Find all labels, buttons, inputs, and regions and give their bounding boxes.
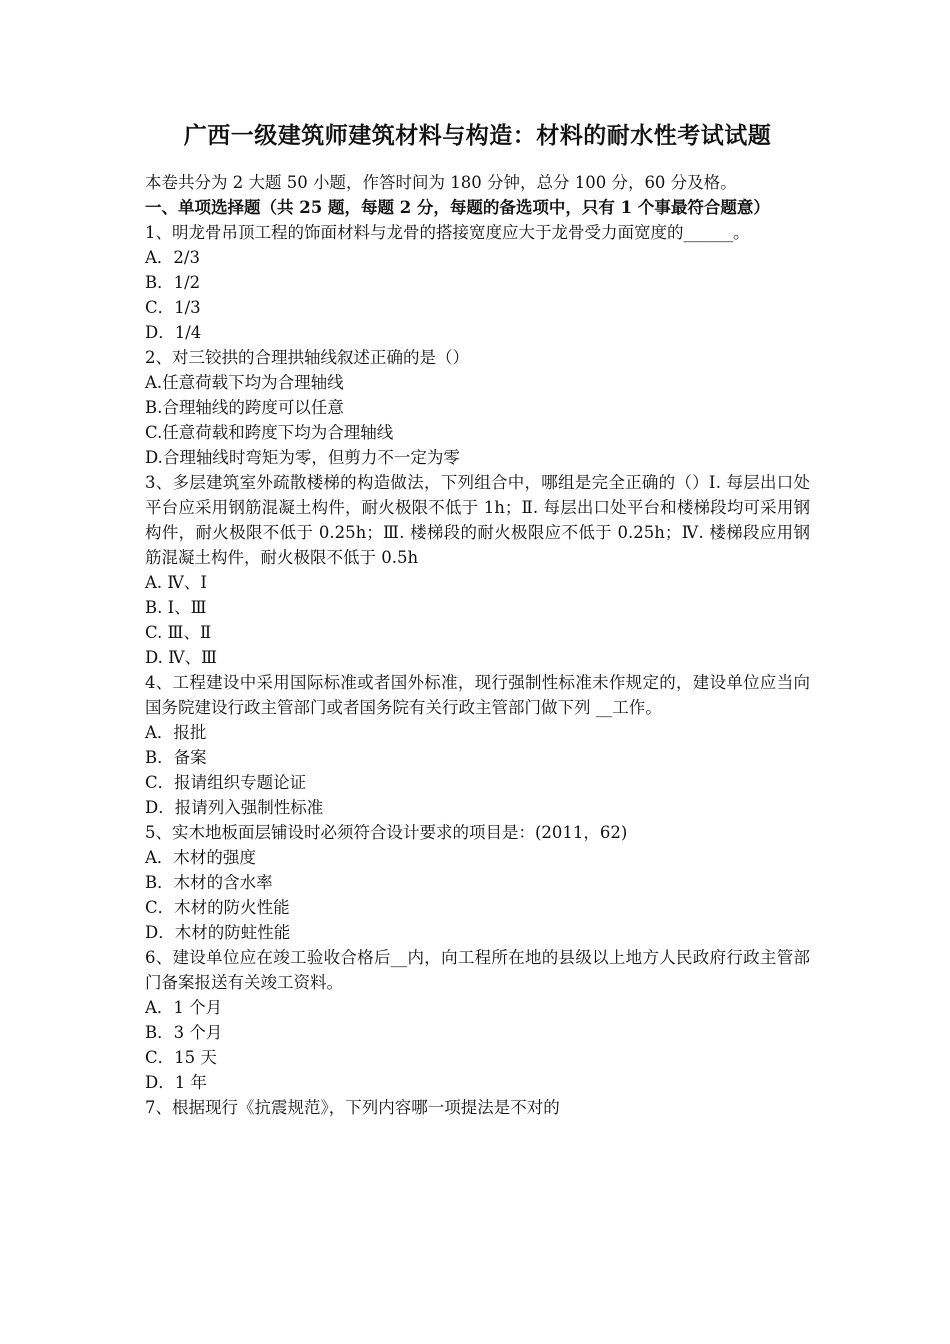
option-a: A．报批	[145, 723, 207, 742]
option-d: D. Ⅳ、Ⅲ	[145, 648, 218, 667]
section-heading: 一、单项选择题（共 25 题，每题 2 分，每题的备选项中，只有 1 个事最符合题意）	[145, 198, 770, 217]
option-a: A．木材的强度	[145, 848, 256, 867]
option-c: C．木材的防火性能	[145, 898, 290, 917]
option-b: B．备案	[145, 748, 207, 767]
question-stem: 5、实木地板面层铺设时必须符合设计要求的项目是：(2011，62)	[145, 823, 628, 842]
question-stem: 7、根据现行《抗震规范》，下列内容哪一项提法是不对的	[145, 1098, 560, 1117]
option-a: A．2/3	[145, 248, 200, 267]
option-b: B．3 个月	[145, 1023, 223, 1042]
option-d: D．1 年	[145, 1073, 207, 1092]
question-stem: 1、明龙骨吊顶工程的饰面材料与龙骨的搭接宽度应大于龙骨受力面宽度的______。	[145, 223, 750, 242]
option-d: D．木材的防蛀性能	[145, 923, 291, 942]
question-4	[145, 670, 810, 820]
document-page	[145, 118, 810, 1120]
option-d: D．1/4	[145, 323, 202, 342]
question-7	[145, 1095, 810, 1120]
option-a: A.任意荷载下均为合理轴线	[145, 373, 344, 392]
exam-intro: 本卷共分为 2 大题 50 小题，作答时间为 180 分钟，总分 100 分，60 分及格。	[145, 173, 737, 192]
option-a: A．1 个月	[145, 998, 223, 1017]
question-2	[145, 345, 810, 470]
question-stem: 4、工程建设中采用国际标准或者国外标准，现行强制性标准未作规定的，建设单位应当向国务院建设行政主管部门或者国务院有关行政主管部门做下列 __工作。	[145, 673, 810, 717]
question-1	[145, 220, 810, 345]
question-6	[145, 945, 810, 1095]
option-d: D．报请列入强制性标准	[145, 798, 324, 817]
document-title: 广西一级建筑师建筑材料与构造：材料的耐水性考试试题	[183, 122, 772, 149]
option-b: B. Ⅰ、Ⅲ	[145, 598, 207, 617]
option-c: C．报请组织专题论证	[145, 773, 307, 792]
option-c: C.任意荷载和跨度下均为合理轴线	[145, 423, 394, 442]
option-d: D.合理轴线时弯矩为零，但剪力不一定为零	[145, 448, 460, 467]
option-c: C．15 天	[145, 1048, 217, 1067]
question-3	[145, 470, 810, 670]
option-c: C. Ⅲ、Ⅱ	[145, 623, 212, 642]
question-5	[145, 820, 810, 945]
question-stem: 2、对三铰拱的合理拱轴线叙述正确的是（）	[145, 348, 469, 367]
option-b: B．1/2	[145, 273, 201, 292]
option-b: B．木材的含水率	[145, 873, 273, 892]
question-stem: 3、多层建筑室外疏散楼梯的构造做法，下列组合中，哪组是完全正确的（）Ⅰ. 每层出口处平台应采用钢筋混凝土构件，耐火极限不低于 1h；Ⅱ. 每层出口处平台和楼梯段均可采用钢构件，耐火极限不低于 0.25h；Ⅲ. 楼梯段的耐火极限应不低于 0.25h；Ⅳ. 楼梯段应用钢筋混凝土构件，耐火极限不低于 0.5h	[145, 473, 810, 567]
option-c: C．1/3	[145, 298, 201, 317]
option-b: B.合理轴线的跨度可以任意	[145, 398, 344, 417]
question-stem: 6、建设单位应在竣工验收合格后__内，向工程所在地的县级以上地方人民政府行政主管部门备案报送有关竣工资料。	[145, 948, 810, 992]
option-a: A. Ⅳ、Ⅰ	[145, 573, 207, 592]
